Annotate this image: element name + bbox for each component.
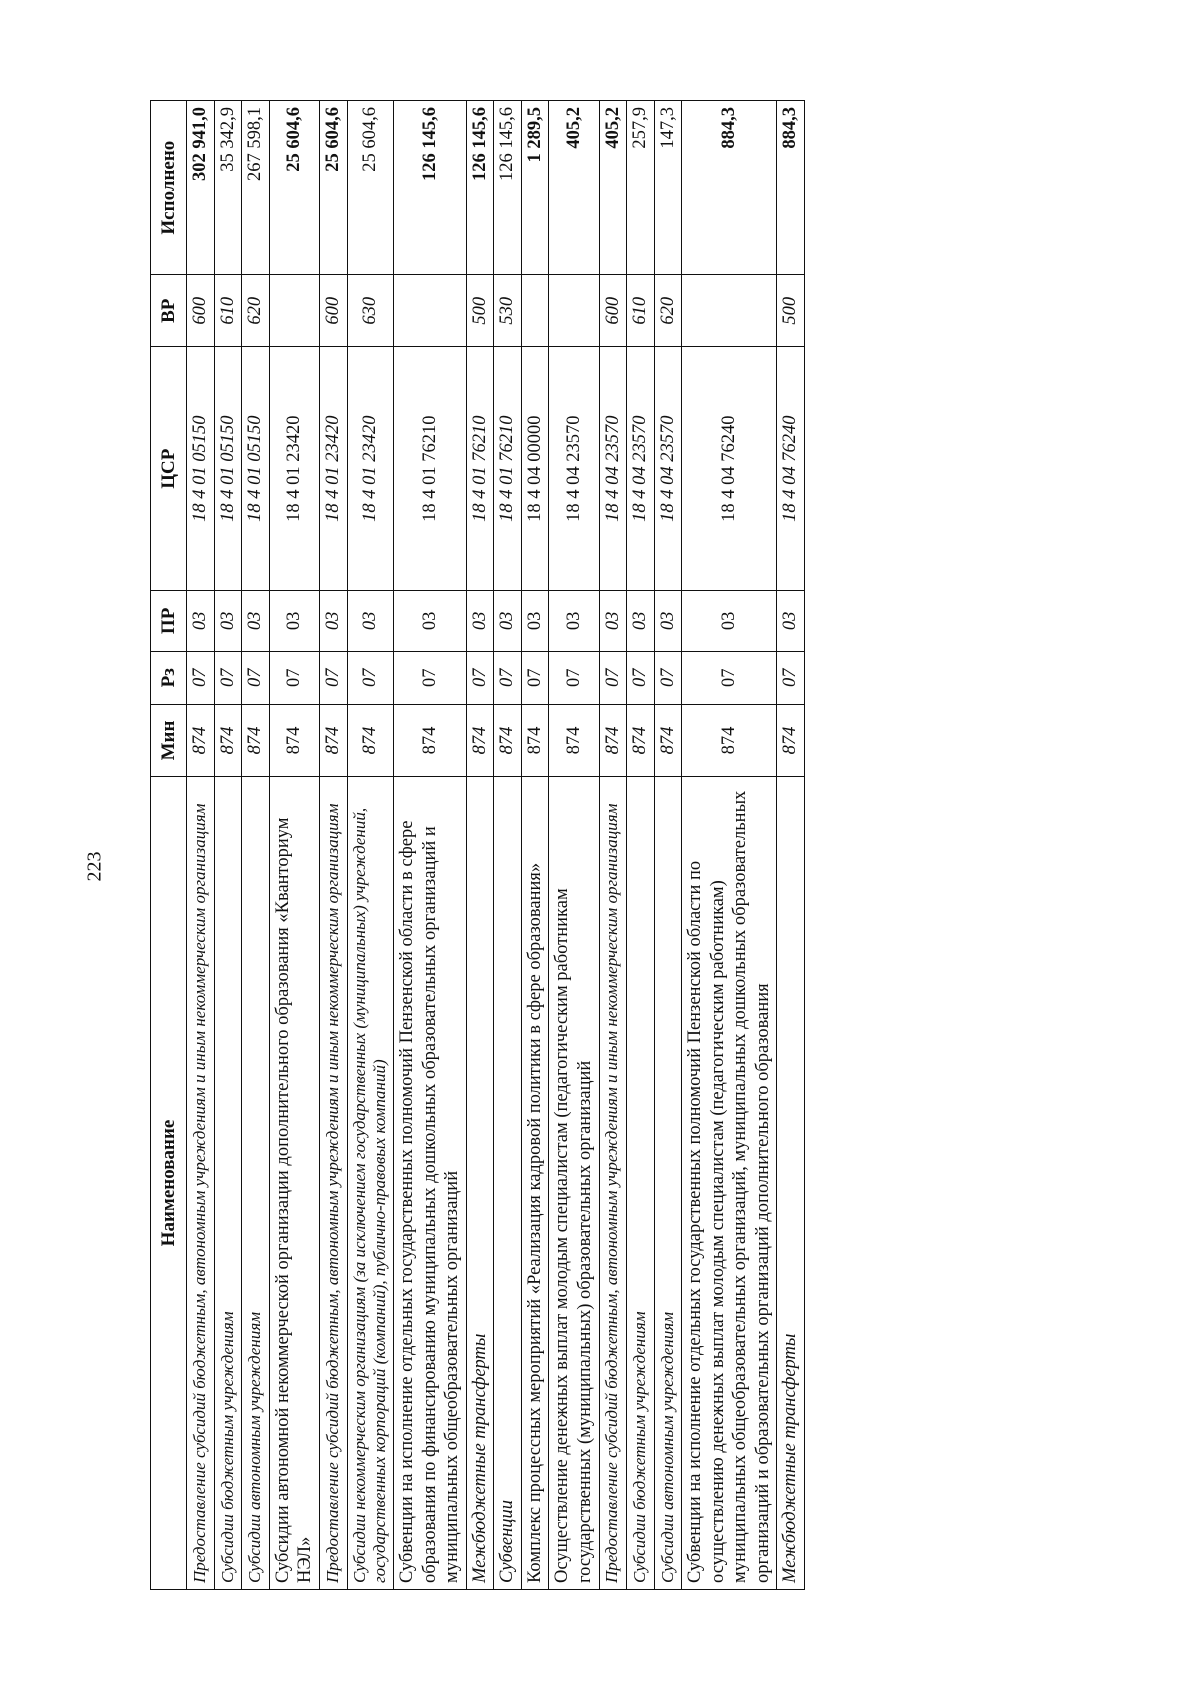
row-min: 874 xyxy=(242,704,270,776)
row-csr: 18 4 04 23570 xyxy=(599,347,627,591)
row-rz: 07 xyxy=(242,651,270,704)
row-done: 884,3 xyxy=(777,101,805,275)
row-min: 874 xyxy=(549,704,599,776)
row-csr: 18 4 01 05150 xyxy=(187,347,215,591)
row-vr: 600 xyxy=(319,275,347,347)
row-rz: 07 xyxy=(347,651,393,704)
row-rz: 07 xyxy=(599,651,627,704)
row-vr: 630 xyxy=(347,275,393,347)
row-pr: 03 xyxy=(777,591,805,651)
row-pr: 03 xyxy=(242,591,270,651)
row-name: Субвенции xyxy=(494,776,522,1589)
row-done: 35 342,9 xyxy=(214,101,242,275)
row-pr: 03 xyxy=(549,591,599,651)
table-row xyxy=(319,101,347,1590)
row-vr: 610 xyxy=(627,275,655,347)
row-done: 267 598,1 xyxy=(242,101,270,275)
row-name: Субсидии автономным учреждениям xyxy=(242,776,270,1589)
col-header-rz: Рз xyxy=(151,651,187,704)
row-rz: 07 xyxy=(214,651,242,704)
row-rz: 07 xyxy=(269,651,319,704)
row-pr: 03 xyxy=(599,591,627,651)
col-header-name: Наименование xyxy=(151,776,187,1589)
table-row xyxy=(549,101,599,1590)
row-name: Субсидии некоммерческим организациям (за исключением государственных (муниципальных) учреждений, государственных корпораций (компаний), публично-правовых компаний) xyxy=(347,776,393,1589)
row-vr: 500 xyxy=(777,275,805,347)
budget-table-container xyxy=(150,100,805,1590)
row-pr: 03 xyxy=(394,591,467,651)
row-vr: 620 xyxy=(654,275,682,347)
table-row xyxy=(777,101,805,1590)
row-csr: 18 4 04 23570 xyxy=(549,347,599,591)
row-csr: 18 4 04 76240 xyxy=(777,347,805,591)
row-rz: 07 xyxy=(627,651,655,704)
row-vr xyxy=(682,275,777,347)
row-done: 126 145,6 xyxy=(466,101,494,275)
row-min: 874 xyxy=(466,704,494,776)
row-done: 257,9 xyxy=(627,101,655,275)
col-header-done: Исполнено xyxy=(151,101,187,275)
row-name: Субсидии автономным учреждениям xyxy=(654,776,682,1589)
row-csr: 18 4 04 76240 xyxy=(682,347,777,591)
row-pr: 03 xyxy=(187,591,215,651)
table-row xyxy=(627,101,655,1590)
row-name: Предоставление субсидий бюджетным, автономным учреждениям и иным некоммерческим организациям xyxy=(187,776,215,1589)
col-header-vr: ВР xyxy=(151,275,187,347)
table-row xyxy=(214,101,242,1590)
row-csr: 18 4 04 23570 xyxy=(627,347,655,591)
row-csr: 18 4 01 05150 xyxy=(214,347,242,591)
row-pr: 03 xyxy=(466,591,494,651)
row-min: 874 xyxy=(627,704,655,776)
row-done: 405,2 xyxy=(599,101,627,275)
row-min: 874 xyxy=(269,704,319,776)
budget-table xyxy=(150,100,805,1590)
row-pr: 03 xyxy=(627,591,655,651)
row-name: Субвенции на исполнение отдельных государственных полномочий Пензенской области по осуществлению денежных выплат молодым специалистам (педагогическим работникам) муниципальных общеобразовательных организаций, муниципальных дошкольных образовательных организаций и образовательных организаций дополнительного образования xyxy=(682,776,777,1589)
row-pr: 03 xyxy=(494,591,522,651)
row-vr xyxy=(394,275,467,347)
row-done: 126 145,6 xyxy=(394,101,467,275)
row-name: Субсидии бюджетным учреждениям xyxy=(214,776,242,1589)
row-vr: 600 xyxy=(599,275,627,347)
row-done: 302 941,0 xyxy=(187,101,215,275)
row-vr xyxy=(269,275,319,347)
row-min: 874 xyxy=(521,704,549,776)
row-pr: 03 xyxy=(214,591,242,651)
row-min: 874 xyxy=(394,704,467,776)
row-vr: 620 xyxy=(242,275,270,347)
row-min: 874 xyxy=(214,704,242,776)
row-pr: 03 xyxy=(654,591,682,651)
row-rz: 07 xyxy=(654,651,682,704)
table-row xyxy=(347,101,393,1590)
row-rz: 07 xyxy=(466,651,494,704)
row-done: 147,3 xyxy=(654,101,682,275)
row-min: 874 xyxy=(494,704,522,776)
table-row xyxy=(187,101,215,1590)
row-csr: 18 4 01 76210 xyxy=(466,347,494,591)
row-csr: 18 4 04 00000 xyxy=(521,347,549,591)
row-name: Осуществление денежных выплат молодым специалистам (педагогическим работникам государственных (муниципальных) образовательных организаций xyxy=(549,776,599,1589)
row-min: 874 xyxy=(599,704,627,776)
table-row xyxy=(654,101,682,1590)
row-name: Межбюджетные трансферты xyxy=(466,776,494,1589)
col-header-csr: ЦСР xyxy=(151,347,187,591)
row-done: 25 604,6 xyxy=(269,101,319,275)
row-min: 874 xyxy=(682,704,777,776)
table-header-row xyxy=(151,101,187,1590)
col-header-pr: ПР xyxy=(151,591,187,651)
table-row xyxy=(494,101,522,1590)
row-pr: 03 xyxy=(521,591,549,651)
row-pr: 03 xyxy=(269,591,319,651)
table-row xyxy=(394,101,467,1590)
row-name: Межбюджетные трансферты xyxy=(777,776,805,1589)
row-done: 126 145,6 xyxy=(494,101,522,275)
row-min: 874 xyxy=(319,704,347,776)
row-vr: 500 xyxy=(466,275,494,347)
row-rz: 07 xyxy=(394,651,467,704)
row-name: Субсидии бюджетным учреждениям xyxy=(627,776,655,1589)
row-pr: 03 xyxy=(319,591,347,651)
row-csr: 18 4 01 05150 xyxy=(242,347,270,591)
table-row xyxy=(682,101,777,1590)
row-vr xyxy=(549,275,599,347)
row-vr: 530 xyxy=(494,275,522,347)
row-rz: 07 xyxy=(682,651,777,704)
table-row xyxy=(466,101,494,1590)
row-done: 25 604,6 xyxy=(319,101,347,275)
row-rz: 07 xyxy=(319,651,347,704)
row-rz: 07 xyxy=(549,651,599,704)
row-min: 874 xyxy=(187,704,215,776)
page-number: 223 xyxy=(83,851,106,882)
row-csr: 18 4 01 23420 xyxy=(269,347,319,591)
row-done: 25 604,6 xyxy=(347,101,393,275)
row-min: 874 xyxy=(777,704,805,776)
row-csr: 18 4 01 23420 xyxy=(347,347,393,591)
row-rz: 07 xyxy=(494,651,522,704)
row-name: Предоставление субсидий бюджетным, автономным учреждениям и иным некоммерческим организациям xyxy=(599,776,627,1589)
table-row xyxy=(269,101,319,1590)
row-pr: 03 xyxy=(347,591,393,651)
table-row xyxy=(242,101,270,1590)
row-name: Субвенции на исполнение отдельных государственных полномочий Пензенской области в сфере образования по финансированию муниципальных дошкольных образовательных организаций и муниципальных общеобразовательных организаций xyxy=(394,776,467,1589)
row-csr: 18 4 01 76210 xyxy=(394,347,467,591)
row-min: 874 xyxy=(654,704,682,776)
row-name: Субсидии автономной некоммерческой организации дополнительного образования «Кванториум НЭЛ» xyxy=(269,776,319,1589)
row-rz: 07 xyxy=(777,651,805,704)
row-vr: 600 xyxy=(187,275,215,347)
table-row xyxy=(599,101,627,1590)
row-csr: 18 4 01 23420 xyxy=(319,347,347,591)
table-row xyxy=(521,101,549,1590)
row-name: Комплекс процессных мероприятий «Реализация кадровой политики в сфере образования» xyxy=(521,776,549,1589)
row-done: 405,2 xyxy=(549,101,599,275)
row-rz: 07 xyxy=(521,651,549,704)
row-vr xyxy=(521,275,549,347)
row-csr: 18 4 04 23570 xyxy=(654,347,682,591)
row-done: 884,3 xyxy=(682,101,777,275)
row-done: 1 289,5 xyxy=(521,101,549,275)
row-name: Предоставление субсидий бюджетным, автономным учреждениям и иным некоммерческим организациям xyxy=(319,776,347,1589)
col-header-min: Мин xyxy=(151,704,187,776)
row-pr: 03 xyxy=(682,591,777,651)
row-csr: 18 4 01 76210 xyxy=(494,347,522,591)
row-vr: 610 xyxy=(214,275,242,347)
row-rz: 07 xyxy=(187,651,215,704)
row-min: 874 xyxy=(347,704,393,776)
